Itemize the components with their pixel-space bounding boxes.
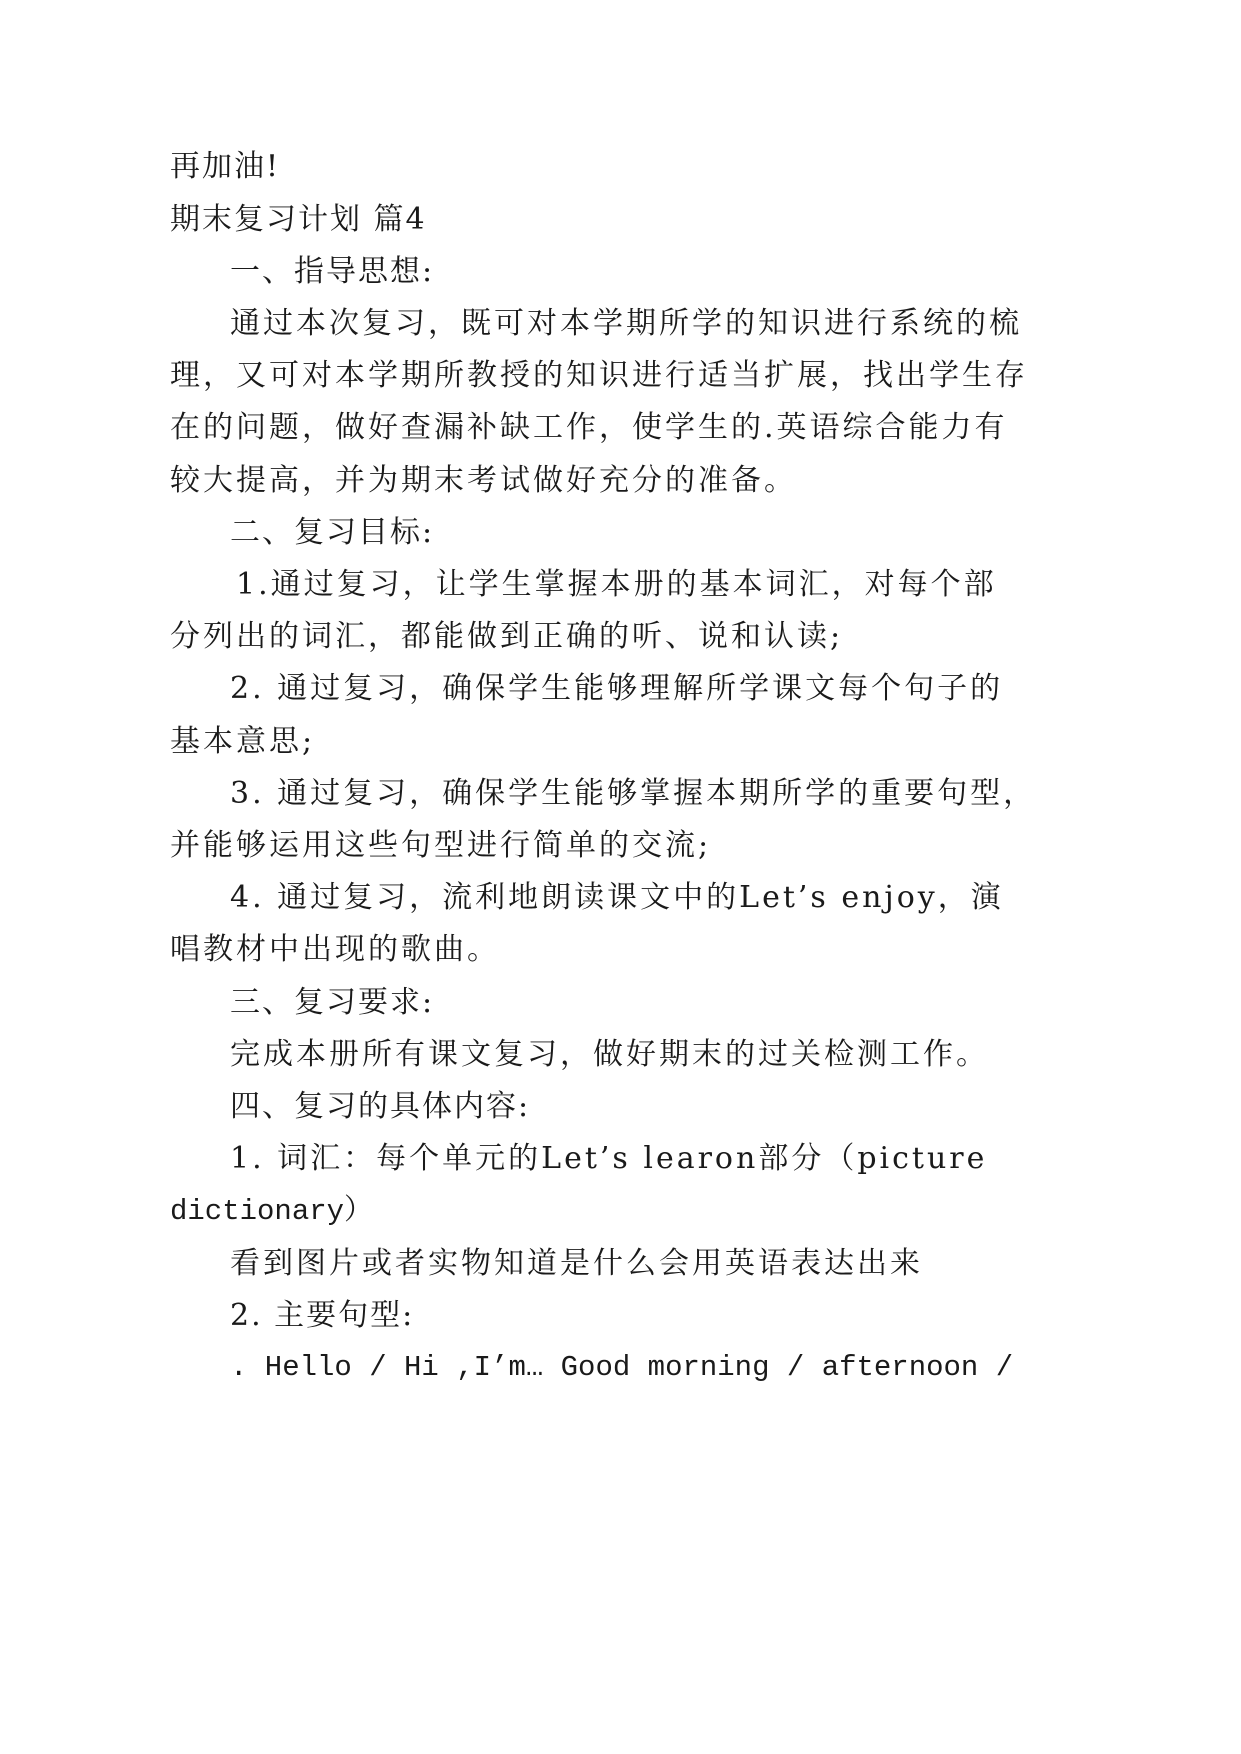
paragraph-line: 在的问题，做好查漏补缺工作，使学生的.英语综合能力有 xyxy=(170,410,1008,445)
list-item-line: dictionary） xyxy=(170,1195,374,1228)
paragraph-line: 完成本册所有课文复习，做好期末的过关检测工作。 xyxy=(230,1037,989,1072)
list-item-line: 并能够运用这些句型进行简单的交流; xyxy=(170,828,712,863)
list-item-line: 2. 通过复习，确保学生能够理解所学课文每个句子的 xyxy=(230,671,1004,706)
paragraph-line: 较大提高，并为期末考试做好充分的准备。 xyxy=(170,463,797,498)
paragraph-line: 理，又可对本学期所教授的知识进行适当扩展，找出学生存 xyxy=(170,358,1028,393)
subheading-guiding-thought: 一、指导思想: xyxy=(230,254,435,289)
section-heading: 期末复习计划 篇4 xyxy=(170,202,427,237)
paragraph-line: 看到图片或者实物知道是什么会用英语表达出来 xyxy=(230,1246,923,1281)
paragraph-line: 通过本次复习，既可对本学期所学的知识进行系统的梳 xyxy=(230,306,1022,341)
list-item-line: 3. 通过复习，确保学生能够掌握本期所学的重要句型， xyxy=(230,776,1037,811)
list-item-line: 2. 主要句型: xyxy=(230,1298,415,1333)
list-item-line: 分列出的词汇，都能做到正确的听、说和认读; xyxy=(170,619,844,654)
text-line-continuation: 再加油! xyxy=(170,149,281,184)
list-item-line: 唱教材中出现的歌曲。 xyxy=(170,932,500,967)
list-item-line: 1. 词汇：每个单元的Let’s learon部分（picture xyxy=(230,1141,988,1176)
list-item-line: 1.通过复习，让学生掌握本册的基本词汇，对每个部 xyxy=(236,567,997,602)
list-item-line: 基本意思; xyxy=(170,724,316,759)
subheading-review-content: 四、复习的具体内容: xyxy=(230,1089,531,1124)
sentence-pattern-line: . Hello / Hi ,I’m… Good morning / afternoon / xyxy=(230,1351,1014,1384)
subheading-review-requirements: 三、复习要求: xyxy=(230,985,435,1020)
subheading-review-goals: 二、复习目标: xyxy=(230,515,435,550)
list-item-line: 4. 通过复习，流利地朗读课文中的Let’s enjoy，演 xyxy=(230,880,1004,915)
